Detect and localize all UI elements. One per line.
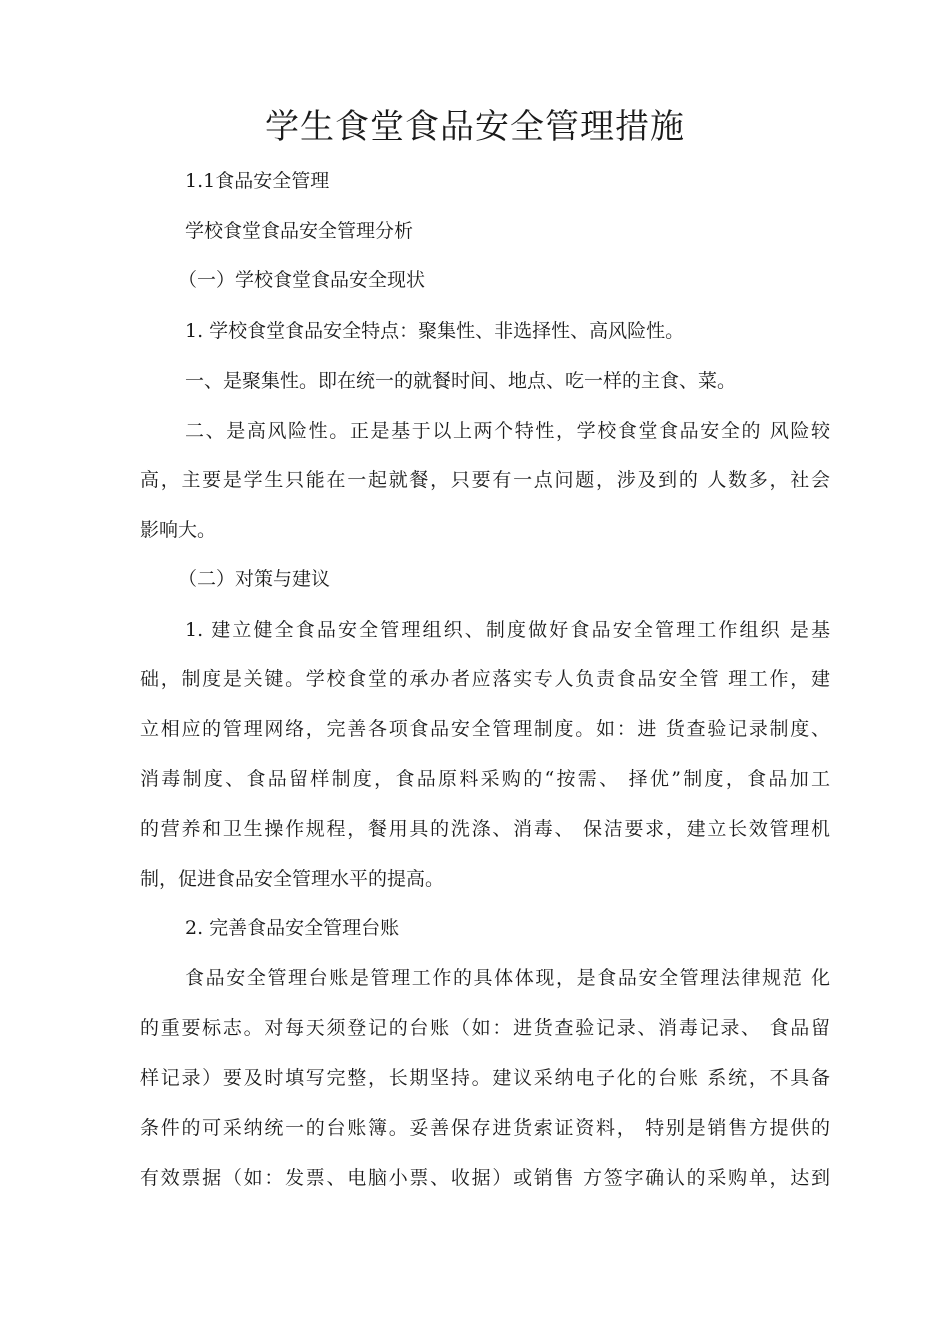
paragraph-line: 消毒制度、食品留样制度，食品原料采购的“按需、 择优”制度，食品加工 xyxy=(140,768,830,790)
paragraph-line: 有效票据（如：发票、电脑小票、收据）或销售 方签字确认的采购单，达到 xyxy=(140,1167,830,1189)
paragraph-line: 条件的可采纳统一的台账簿。妥善保存进货索证资料， 特别是销售方提供的 xyxy=(140,1117,830,1139)
paragraph-line: 础，制度是关键。学校食堂的承办者应落实专人负责食品安全管 理工作，建 xyxy=(140,668,830,690)
paragraph-line: 的重要标志。对每天须登记的台账（如：进货查验记录、消毒记录、 食品留 xyxy=(140,1017,830,1039)
document-title: 学生食堂食品安全管理措施 xyxy=(265,107,685,147)
paragraph-line: 食品安全管理台账是管理工作的具体体现，是食品安全管理法律规范 化 xyxy=(185,967,830,989)
paragraph-line: 高，主要是学生只能在一起就餐，只要有一点问题，涉及到的 人数多，社会 xyxy=(140,469,830,491)
paragraph-line: 的营养和卫生操作规程，餐用具的洗涤、消毒、 保洁要求，建立长效管理机 xyxy=(140,818,830,840)
subsection-heading: （二）对策与建议 xyxy=(178,568,331,590)
section-heading: 1.1食品安全管理 xyxy=(185,170,330,192)
paragraph-line: 制，促进食品安全管理水平的提高。 xyxy=(140,868,445,890)
paragraph-line: 二、是高风险性。正是基于以上两个特性，学校食堂食品安全的 风险较 xyxy=(185,420,830,442)
subsection-heading: 学校食堂食品安全管理分析 xyxy=(185,220,414,242)
subsection-heading: 2. 完善食品安全管理台账 xyxy=(185,917,400,939)
paragraph-line: 影响大。 xyxy=(140,519,217,541)
subsection-heading: （一）学校食堂食品安全现状 xyxy=(178,269,426,291)
paragraph-line: 一、是聚集性。即在统一的就餐时间、地点、吃一样的主食、菜。 xyxy=(185,370,737,392)
paragraph-line: 1. 学校食堂食品安全特点：聚集性、非选择性、高风险性。 xyxy=(185,320,685,342)
paragraph-line: 样记录）要及时填写完整，长期坚持。建议采纳电子化的台账 系统，不具备 xyxy=(140,1067,830,1089)
paragraph-line: 立相应的管理网络，完善各项食品安全管理制度。如：进 货查验记录制度、 xyxy=(140,718,830,740)
paragraph-line: 1. 建立健全食品安全管理组织、制度做好食品安全管理工作组织 是基 xyxy=(185,619,830,641)
